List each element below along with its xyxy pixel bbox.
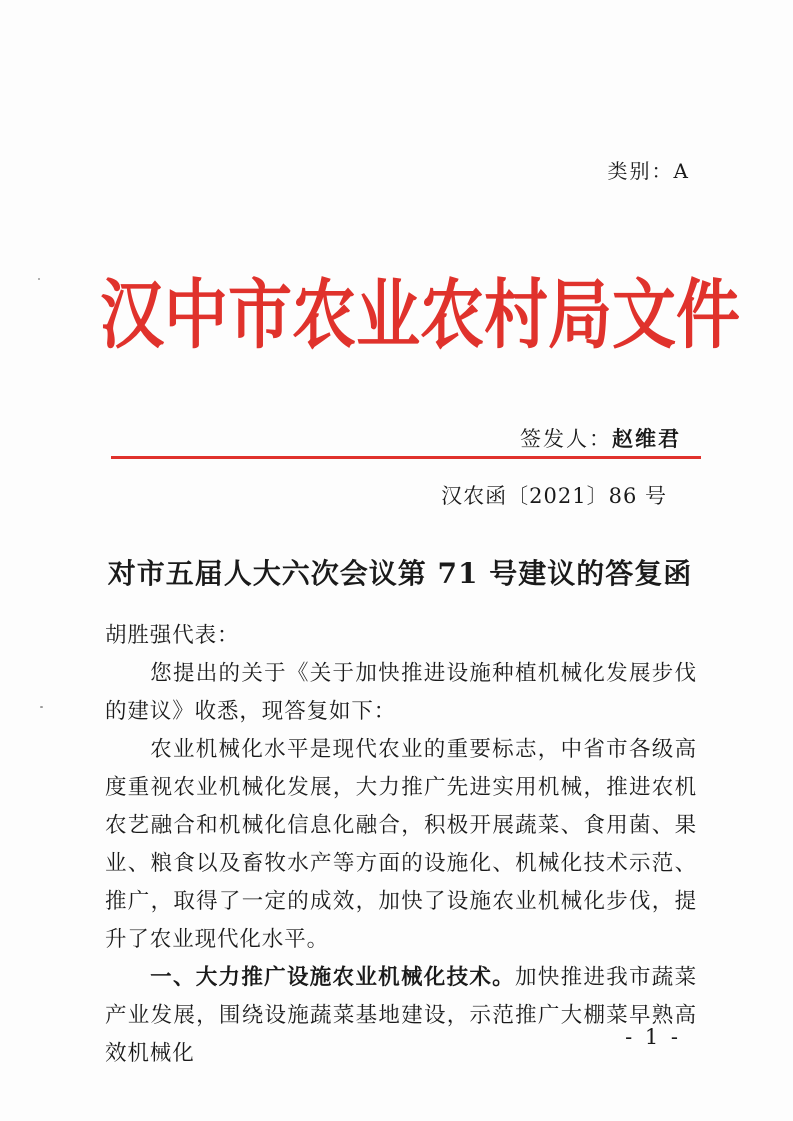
page-number: - 1 - xyxy=(625,1025,681,1049)
body-paragraph: 农业机械化水平是现代农业的重要标志，中省市各级高度重视农业机械化发展，大力推广先进实用机械，推进农机农艺融合和机械化信息化融合，积极开展蔬菜、食用菌、果业、粮食以及畜牧水产等方面的设施化、机械化技术示范、推广，取得了一定的成效，加快了设施农业机械化步伐，提升了农业现代化水平。 xyxy=(105,737,697,952)
salutation: 胡胜强代表： xyxy=(105,623,240,648)
scan-speck xyxy=(40,706,43,708)
signer-name: 赵维君 xyxy=(612,426,681,451)
red-divider-line xyxy=(111,456,701,459)
reply-title: 对市五届人大六次会议第 71 号建议的答复函 xyxy=(107,557,693,590)
document-category: 类别：A xyxy=(607,159,690,183)
section-heading: 一、大力推广设施农业机械化技术。 xyxy=(150,965,515,990)
document-body xyxy=(105,617,697,1073)
issuing-authority-header: 汉中市农业农村局文件 xyxy=(100,271,740,361)
section-text: 加快推进我市蔬菜产业发展，围绕设施蔬菜基地建设，示范推广大棚菜早熟高效机械化 xyxy=(105,965,698,1066)
signer-label: 签发人： xyxy=(520,427,612,451)
document-number: 汉农函〔2021〕86 号 xyxy=(441,484,667,508)
body-paragraph: 您提出的关于《关于加快推进设施种植机械化发展步伐的建议》收悉，现答复如下： xyxy=(105,661,697,724)
scan-speck xyxy=(38,278,40,280)
signer-line xyxy=(520,423,681,453)
section-paragraph xyxy=(105,959,697,1073)
